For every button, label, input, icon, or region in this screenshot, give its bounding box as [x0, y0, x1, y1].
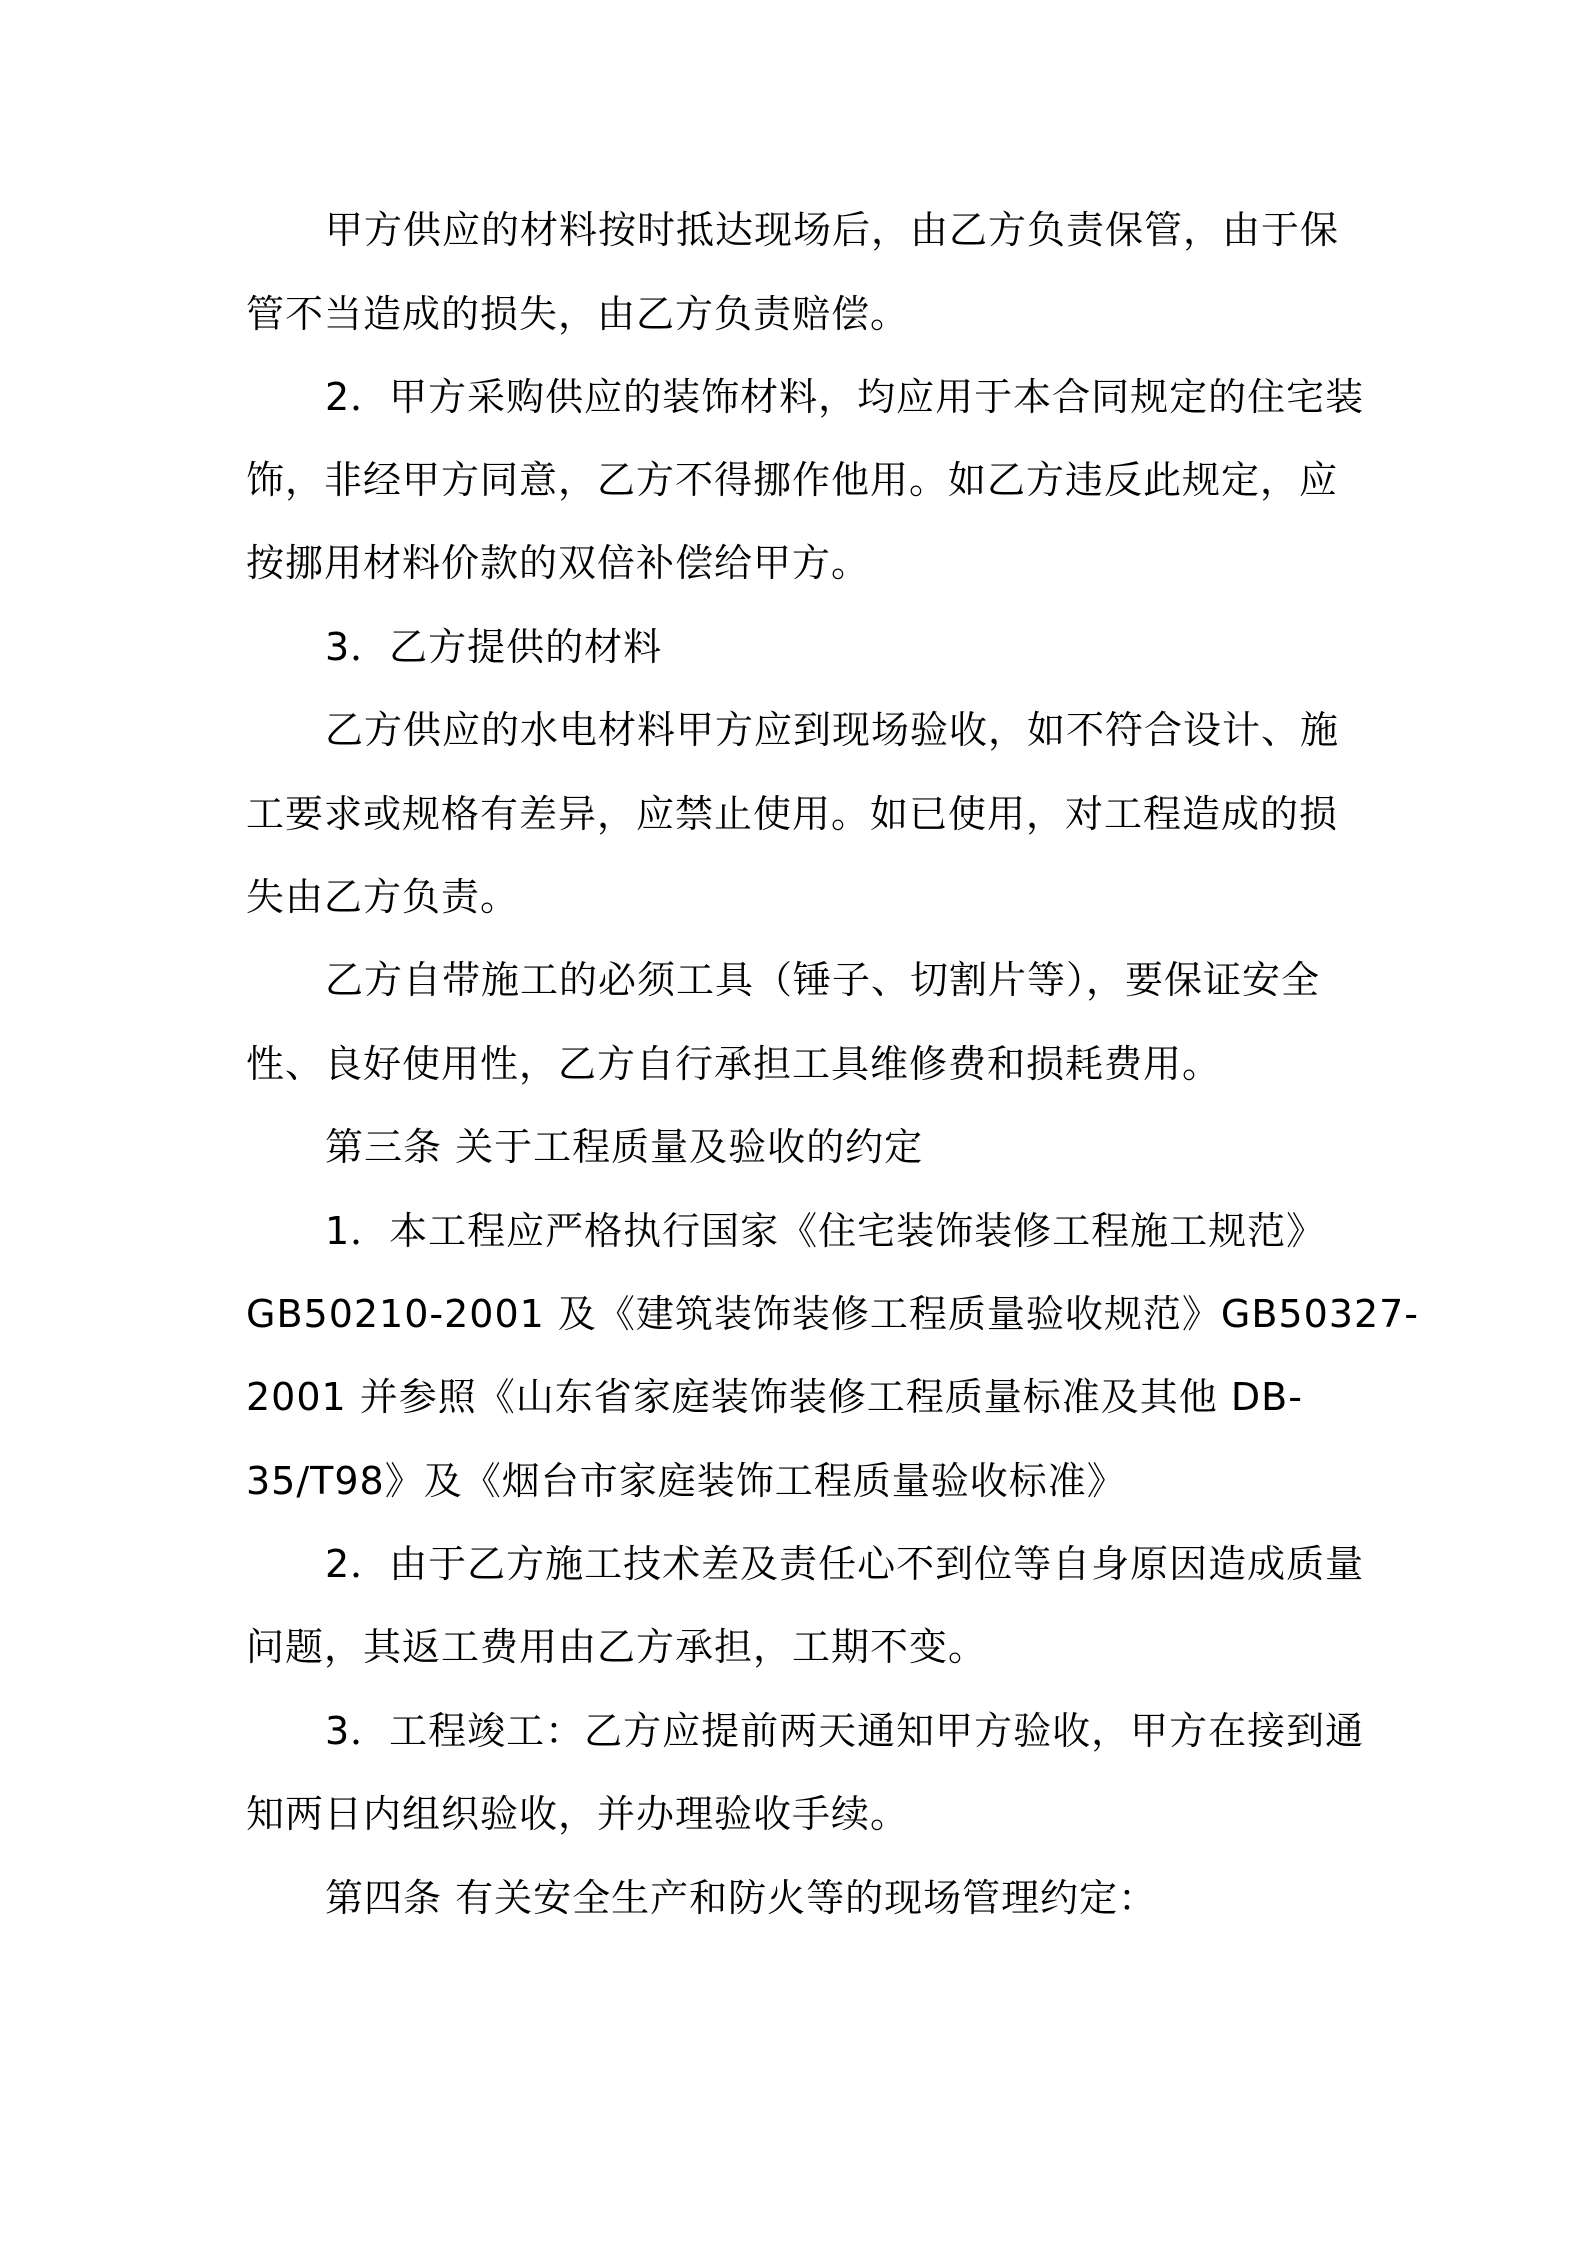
section-heading: 第三条 关于工程质量及验收的约定	[325, 1125, 924, 1169]
body-text-line: 按挪用材料价款的双倍补偿给甲方。	[246, 541, 871, 585]
body-text-line: 2．甲方采购供应的装饰材料，均应用于本合同规定的住宅装	[325, 375, 1365, 419]
body-text-line: 1．本工程应严格执行国家《住宅装饰装修工程施工规范》	[325, 1209, 1326, 1253]
body-text-line: 问题，其返工费用由乙方承担，工期不变。	[246, 1625, 988, 1669]
body-text-line: 饰，非经甲方同意，乙方不得挪作他用。如乙方违反此规定，应	[246, 458, 1339, 502]
body-text-line: 甲方供应的材料按时抵达现场后，由乙方负责保管，由于保	[325, 208, 1340, 252]
body-text-line: 知两日内组织验收，并办理验收手续。	[246, 1792, 910, 1836]
body-text-line: 乙方供应的水电材料甲方应到现场验收，如不符合设计、施	[325, 708, 1340, 752]
section-heading: 第四条 有关安全生产和防火等的现场管理约定：	[325, 1876, 1158, 1920]
body-text-line: 工要求或规格有差异，应禁止使用。如已使用，对工程造成的损	[246, 792, 1339, 836]
body-text-line: GB50210-2001 及《建筑装饰装修工程质量验收规范》GB50327-	[246, 1292, 1420, 1336]
body-text-line: 性、良好使用性，乙方自行承担工具维修费和损耗费用。	[246, 1042, 1222, 1086]
body-text-line: 2．由于乙方施工技术差及责任心不到位等自身原因造成质量	[325, 1542, 1365, 1586]
body-text-line: 乙方自带施工的必须工具（锤子、切割片等），要保证安全	[325, 958, 1321, 1002]
body-text-line: 2001 并参照《山东省家庭装饰装修工程质量标准及其他 DB-	[246, 1375, 1303, 1419]
body-text-line: 35/T98》及《烟台市家庭装饰工程质量验收标准》	[246, 1459, 1126, 1503]
body-text-line: 3．乙方提供的材料	[325, 625, 663, 669]
body-text-line: 失由乙方负责。	[246, 875, 520, 919]
body-text-line: 管不当造成的损失，由乙方负责赔偿。	[246, 292, 910, 336]
body-text-line: 3．工程竣工：乙方应提前两天通知甲方验收，甲方在接到通	[325, 1709, 1365, 1753]
